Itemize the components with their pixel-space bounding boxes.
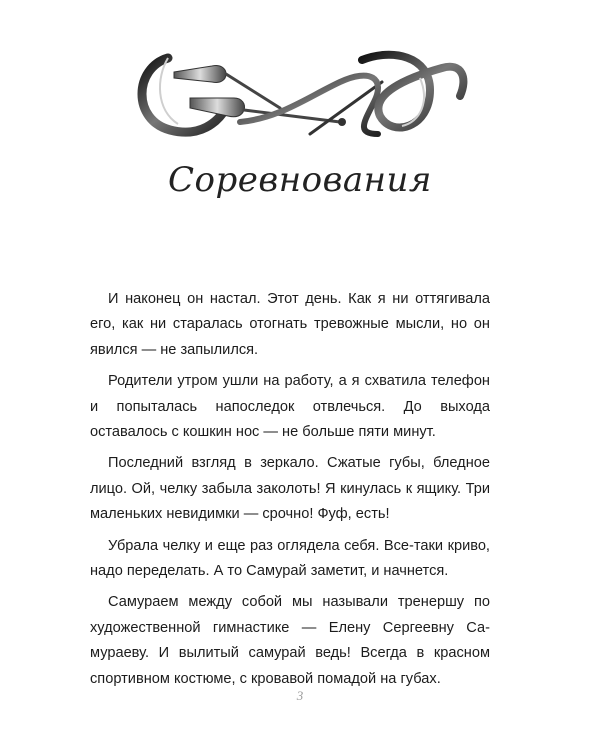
paragraph: Самураем между собой мы называли тренершу по художественной гимнастике — Елену Сергеевну Самураеву. И вылитый самурай ведь! Всегда в красном спортивном костюме, с кровавой помадой на губах. bbox=[90, 594, 490, 687]
page-number: 3 bbox=[296, 688, 304, 703]
gymnastics-ribbon-and-clubs-icon bbox=[130, 38, 470, 150]
chapter-body bbox=[90, 287, 490, 698]
chapter-title: Соревнования bbox=[168, 160, 432, 200]
paragraph: И наконец он настал. Этот день. Как я ни оттягивала его, как ни старалась отогнать тревожные мысли, но он явился — не запылился. bbox=[90, 291, 490, 358]
paragraph: Убрала челку и еще раз оглядела себя. Все-таки криво, надо переделать. А то Самурай заметит, и начнется. bbox=[90, 537, 490, 580]
paragraph: Родители утром ушли на работу, а я схватила телефон и попыталась напоследок отвлечься. До выхода оставалось с кошкин нос — не больше пяти минут. bbox=[90, 373, 490, 441]
paragraph: Последний взгляд в зеркало. Сжатые губы, бледное лицо. Ой, челку забыла заколоть! Я кинулась к ящику. Три маленьких невидимки — срочно! Фуф, есть! bbox=[90, 455, 490, 523]
